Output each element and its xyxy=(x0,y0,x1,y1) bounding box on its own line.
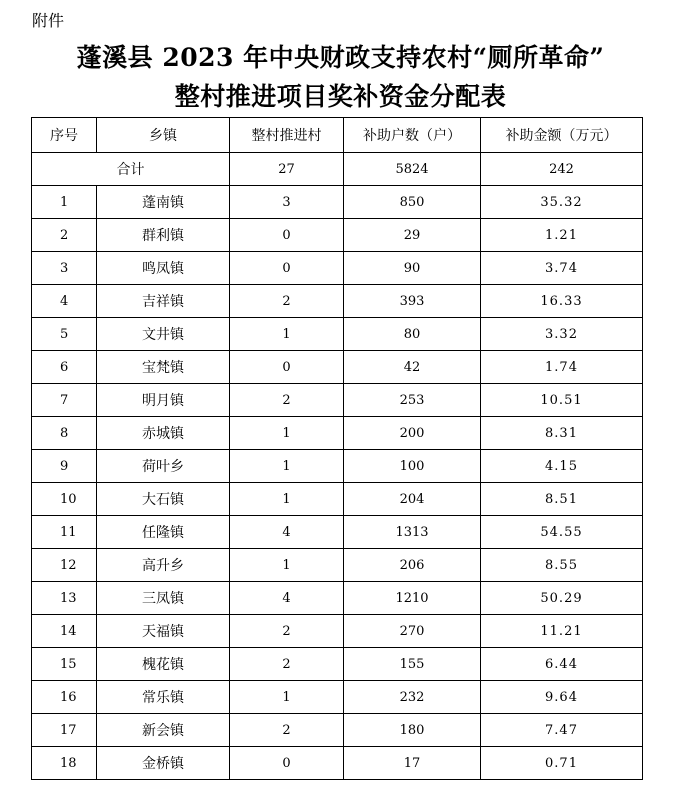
row-amount: 4.15 xyxy=(481,450,643,483)
row-town: 宝梵镇 xyxy=(97,351,230,384)
row-index: 7 xyxy=(32,384,97,417)
table-row xyxy=(32,450,643,483)
row-villages: 1 xyxy=(230,417,344,450)
page-title-line1: 蓬溪县 2023 年中央财政支持农村“厕所革命” xyxy=(76,43,605,72)
row-households: 204 xyxy=(344,483,481,516)
row-villages: 1 xyxy=(230,450,344,483)
page-title-line2: 整村推进项目奖补资金分配表 xyxy=(174,82,507,111)
header-villages: 整村推进村 xyxy=(230,118,344,153)
table-row xyxy=(32,549,643,582)
row-amount: 8.31 xyxy=(481,417,643,450)
row-index: 15 xyxy=(32,648,97,681)
row-index: 9 xyxy=(32,450,97,483)
row-town: 金桥镇 xyxy=(97,747,230,780)
row-villages: 2 xyxy=(230,648,344,681)
total-households: 5824 xyxy=(344,153,481,186)
row-villages: 2 xyxy=(230,285,344,318)
row-index: 3 xyxy=(32,252,97,285)
row-households: 80 xyxy=(344,318,481,351)
row-amount: 11.21 xyxy=(481,615,643,648)
row-villages: 1 xyxy=(230,318,344,351)
row-index: 5 xyxy=(32,318,97,351)
table-row xyxy=(32,747,643,780)
row-households: 270 xyxy=(344,615,481,648)
row-town: 天福镇 xyxy=(97,615,230,648)
row-households: 850 xyxy=(344,186,481,219)
table-row xyxy=(32,681,643,714)
row-amount: 3.32 xyxy=(481,318,643,351)
row-town: 槐花镇 xyxy=(97,648,230,681)
row-households: 1313 xyxy=(344,516,481,549)
row-households: 253 xyxy=(344,384,481,417)
row-villages: 1 xyxy=(230,483,344,516)
row-index: 2 xyxy=(32,219,97,252)
row-amount: 8.51 xyxy=(481,483,643,516)
row-villages: 0 xyxy=(230,219,344,252)
row-households: 90 xyxy=(344,252,481,285)
table-row xyxy=(32,384,643,417)
table-row xyxy=(32,285,643,318)
row-amount: 16.33 xyxy=(481,285,643,318)
row-villages: 2 xyxy=(230,615,344,648)
row-index: 18 xyxy=(32,747,97,780)
table-row xyxy=(32,714,643,747)
header-town: 乡镇 xyxy=(97,118,230,153)
header-households: 补助户数（户） xyxy=(344,118,481,153)
row-index: 16 xyxy=(32,681,97,714)
row-households: 17 xyxy=(344,747,481,780)
row-town: 三凤镇 xyxy=(97,582,230,615)
row-villages: 0 xyxy=(230,351,344,384)
row-index: 8 xyxy=(32,417,97,450)
row-index: 13 xyxy=(32,582,97,615)
row-town: 任隆镇 xyxy=(97,516,230,549)
table-row xyxy=(32,483,643,516)
table-row xyxy=(32,318,643,351)
row-amount: 50.29 xyxy=(481,582,643,615)
table-row xyxy=(32,582,643,615)
row-households: 200 xyxy=(344,417,481,450)
row-households: 42 xyxy=(344,351,481,384)
row-amount: 8.55 xyxy=(481,549,643,582)
row-town: 鸣凤镇 xyxy=(97,252,230,285)
row-villages: 4 xyxy=(230,582,344,615)
row-town: 高升乡 xyxy=(97,549,230,582)
total-villages: 27 xyxy=(230,153,344,186)
row-households: 29 xyxy=(344,219,481,252)
table-row xyxy=(32,516,643,549)
row-amount: 6.44 xyxy=(481,648,643,681)
row-index: 10 xyxy=(32,483,97,516)
row-amount: 7.47 xyxy=(481,714,643,747)
row-town: 明月镇 xyxy=(97,384,230,417)
row-index: 14 xyxy=(32,615,97,648)
row-amount: 3.74 xyxy=(481,252,643,285)
row-households: 393 xyxy=(344,285,481,318)
row-villages: 0 xyxy=(230,747,344,780)
row-town: 文井镇 xyxy=(97,318,230,351)
table-header-row xyxy=(32,118,643,153)
row-town: 荷叶乡 xyxy=(97,450,230,483)
total-amount: 242 xyxy=(481,153,643,186)
row-town: 群利镇 xyxy=(97,219,230,252)
table-row xyxy=(32,351,643,384)
row-town: 吉祥镇 xyxy=(97,285,230,318)
table-row xyxy=(32,615,643,648)
row-villages: 1 xyxy=(230,681,344,714)
row-town: 大石镇 xyxy=(97,483,230,516)
row-villages: 4 xyxy=(230,516,344,549)
table-row xyxy=(32,252,643,285)
row-households: 155 xyxy=(344,648,481,681)
total-label: 合计 xyxy=(32,153,230,186)
row-index: 4 xyxy=(32,285,97,318)
row-villages: 0 xyxy=(230,252,344,285)
row-town: 常乐镇 xyxy=(97,681,230,714)
row-index: 12 xyxy=(32,549,97,582)
row-town: 新会镇 xyxy=(97,714,230,747)
row-villages: 2 xyxy=(230,384,344,417)
row-town: 赤城镇 xyxy=(97,417,230,450)
header-amount: 补助金额（万元） xyxy=(481,118,643,153)
row-households: 232 xyxy=(344,681,481,714)
row-amount: 10.51 xyxy=(481,384,643,417)
row-index: 11 xyxy=(32,516,97,549)
attachment-label: 附件 xyxy=(32,11,65,30)
table-row xyxy=(32,219,643,252)
row-amount: 0.71 xyxy=(481,747,643,780)
header-index: 序号 xyxy=(32,118,97,153)
row-amount: 1.21 xyxy=(481,219,643,252)
row-households: 206 xyxy=(344,549,481,582)
row-index: 1 xyxy=(32,186,97,219)
row-index: 6 xyxy=(32,351,97,384)
total-row xyxy=(32,153,643,186)
row-households: 100 xyxy=(344,450,481,483)
table-row xyxy=(32,648,643,681)
row-amount: 54.55 xyxy=(481,516,643,549)
row-villages: 1 xyxy=(230,549,344,582)
table-row xyxy=(32,186,643,219)
row-villages: 2 xyxy=(230,714,344,747)
row-households: 180 xyxy=(344,714,481,747)
row-index: 17 xyxy=(32,714,97,747)
row-amount: 35.32 xyxy=(481,186,643,219)
row-amount: 1.74 xyxy=(481,351,643,384)
row-households: 1210 xyxy=(344,582,481,615)
allocation-table xyxy=(31,117,643,780)
table-row xyxy=(32,417,643,450)
row-town: 蓬南镇 xyxy=(97,186,230,219)
row-amount: 9.64 xyxy=(481,681,643,714)
row-villages: 3 xyxy=(230,186,344,219)
